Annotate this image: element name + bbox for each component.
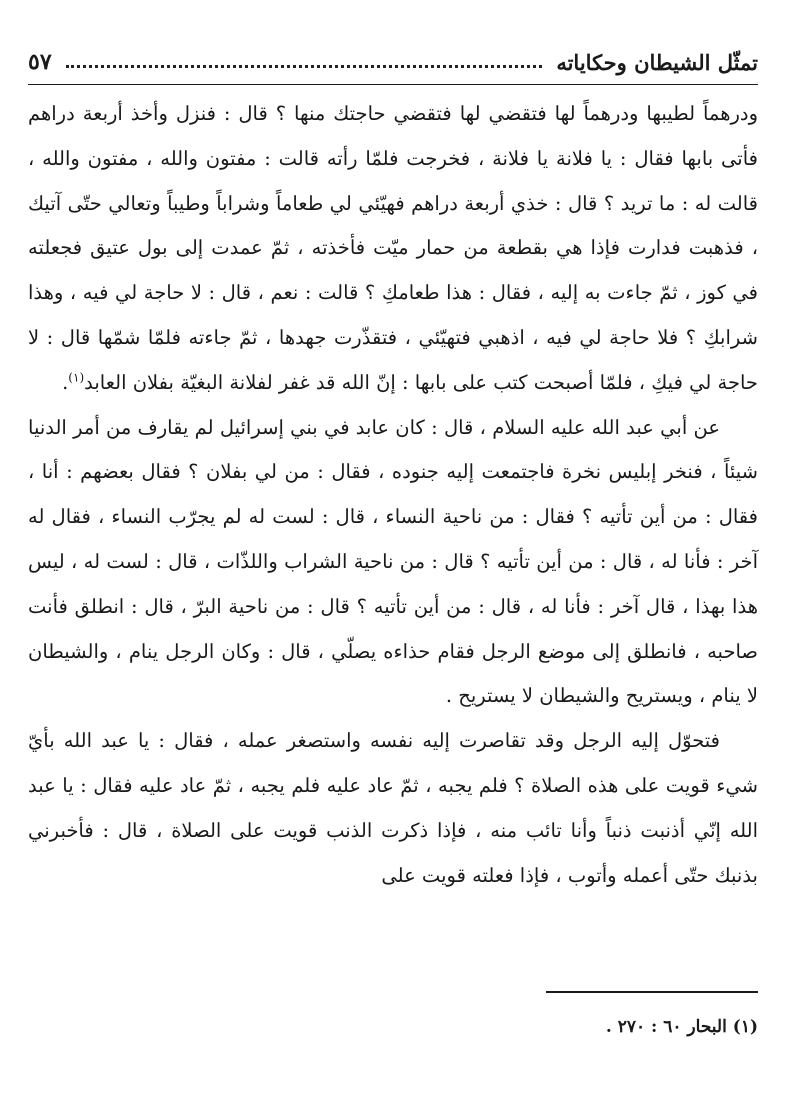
paragraph-text: فتحوّل إليه الرجل وقد تقاصرت إليه نفسه واستصغر عمله ، فقال : يا عبد الله بأيّ شيء قويت على هذه الصلاة ؟ فلم يجبه ، ثمّ عاد عليه فلم يجبه ، ثمّ عاد عليه فقال : يا عبد الله إنّي أذنبت ذنباً وأنا تائب منه ، فإذا ذكرت الذنب قويت على الصلاة ، قال : فأخبرني بذنبك حتّى أعمله وأتوب ، فإذا فعلته قويت على xyxy=(28,729,758,887)
footnote xyxy=(28,1014,758,1040)
paragraph-text: ودرهماً لطيبها ودرهماً لها فتقضي لها فتقضي حاجتك منها ؟ قال : فنزل وأخذ أربعة دراهم فأتى بابها فقال : يا فلانة يا فلانة ، فخرجت فلمّا رأته قالت : مفتون والله ، مفتون والله ، قالت له : ما تريد ؟ قال : خذي أربعة دراهم فهيّئي لي طعاماً وشراباً وطيباً وتعالي حتّى آتيك ، فذهبت فدارت فإذا هي بقطعة من حمار ميّت فأخذته ، ثمّ عمدت إلى بول عتيق فجعلته في كوز ، ثمّ جاءت به إليه ، فقال : هذا طعامكِ ؟ قالت : نعم ، قال : لا حاجة لي فيه ، وهذا شرابكِ ؟ فلا حاجة لي فيه ، اذهبي فتهيّئي ، فتقذّرت جهدها ، ثمّ جاءته فلمّا شمّها قال : لا حاجة لي فيكِ ، فلمّا أصبحت كتب على بابها : إنّ الله قد غفر لفلانة البغيّة بفلان العابد xyxy=(28,102,758,394)
running-head xyxy=(28,42,758,82)
paragraph-text: عن أبي عبد الله عليه السلام ، قال : كان عابد في بني إسرائيل لم يقارف من أمر الدنيا شيئاً ، فنخر إبليس نخرة فاجتمعت إليه جنوده ، فقال : من لي بفلان ؟ فقال بعضهم : أنا ، فقال : من أين تأتيه ؟ فقال : من ناحية النساء ، قال : لست له لم يجرّب النساء ، فقال له آخر : فأنا له ، قال : من أين تأتيه ؟ قال : من ناحية الشراب واللذّات ، قال : لست له ، ليس هذا بهذا ، قال آخر : فأنا له ، قال : من أين تأتيه ؟ قال : من ناحية البرّ ، قال : انطلق فأنت صاحبه ، فانطلق إلى موضع الرجل فقام حذاءه يصلّي ، قال : وكان الرجل ينام ، والشيطان لا ينام ، ويستريح والشيطان لا يستريح . xyxy=(28,415,758,708)
dot-leader xyxy=(66,65,543,68)
footnote-marker: (١) xyxy=(732,1017,758,1037)
body-text xyxy=(28,92,758,898)
paragraph-dialogue xyxy=(28,719,758,898)
paragraph-continuation xyxy=(28,92,758,406)
footnote-text: البحار ٦٠ : ٢٧٠ . xyxy=(605,1017,727,1037)
page-number: ٥٧ xyxy=(28,49,52,75)
paragraph-narration xyxy=(28,406,758,720)
footnote-reference: (١) xyxy=(68,370,85,385)
header-rule xyxy=(28,84,758,85)
book-page xyxy=(28,34,758,1074)
footnote-rule xyxy=(546,991,758,993)
running-title: تمثّل الشيطان وحكاياته xyxy=(556,49,758,75)
paragraph-end-mark: . xyxy=(62,370,69,394)
